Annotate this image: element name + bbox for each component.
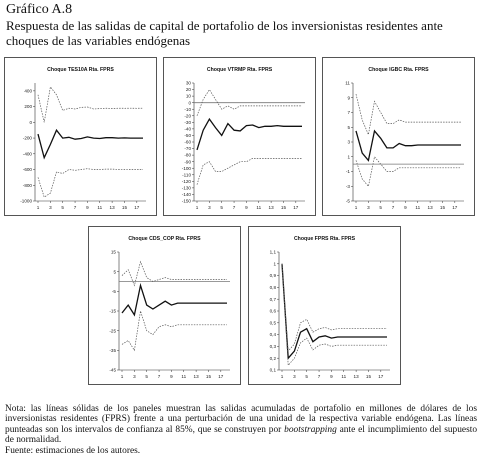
x-tick-label: 3 <box>367 205 370 210</box>
x-tick-label: 13 <box>109 205 115 210</box>
x-tick-label: 7 <box>157 374 161 379</box>
panel-fprs <box>248 226 401 385</box>
y-tick-label: -5 <box>111 288 116 294</box>
y-tick-label: 0 <box>29 119 32 125</box>
x-tick-label: 3 <box>293 374 296 379</box>
note-italic: bootstrapping <box>284 424 337 435</box>
x-tick-label: 15 <box>121 205 128 210</box>
x-tick-label: 7 <box>232 205 236 210</box>
y-tick-label: -20 <box>184 113 191 119</box>
x-tick-label: 15 <box>439 205 446 210</box>
y-tick-label: 0,6 <box>269 308 276 314</box>
y-tick-label: -140 <box>181 192 191 198</box>
x-tick-label: 1 <box>195 205 199 210</box>
chart-note <box>5 404 477 456</box>
chart-svg <box>249 227 400 384</box>
series-line-lower <box>38 169 143 197</box>
y-tick-label: 30 <box>185 80 191 86</box>
chart-svg <box>89 227 240 384</box>
x-tick-label: 7 <box>317 374 321 379</box>
y-tick-label: 3 <box>347 139 350 145</box>
x-tick-label: 5 <box>220 205 223 210</box>
chart-svg <box>323 58 474 215</box>
y-tick-label: -15 <box>109 308 116 314</box>
x-tick-label: 9 <box>86 205 89 210</box>
x-tick-label: 1 <box>120 374 124 379</box>
x-tick-label: 13 <box>427 205 433 210</box>
y-tick-label: 0 <box>188 100 191 106</box>
y-tick-label: 11 <box>345 80 350 86</box>
chart-title: Choque CDS_COP Rta. FPRS <box>128 236 201 242</box>
x-tick-label: 15 <box>205 374 212 379</box>
x-tick-label: 7 <box>73 205 77 210</box>
x-tick-label: 13 <box>268 205 274 210</box>
y-tick-label: 20 <box>185 87 191 93</box>
y-tick-label: -110 <box>182 172 191 178</box>
series-line-irf <box>356 131 461 161</box>
panel-vtrmp <box>163 57 316 216</box>
x-tick-label: 3 <box>133 374 136 379</box>
x-tick-label: 11 <box>256 205 262 210</box>
x-tick-label: 11 <box>415 205 421 210</box>
figure-label: Gráfico A.8 <box>6 2 73 17</box>
figure-header <box>6 2 476 48</box>
x-tick-label: 3 <box>49 205 52 210</box>
x-tick-label: 5 <box>305 374 308 379</box>
note-source: Fuente: estimaciones de los autores. <box>5 445 141 456</box>
y-tick-label: 0,8 <box>269 285 276 290</box>
y-tick-label: -200 <box>22 135 32 141</box>
series-line-irf <box>282 264 387 358</box>
y-tick-label: 0,3 <box>269 344 276 349</box>
x-tick-label: 17 <box>452 205 458 210</box>
y-tick-label: -130 <box>181 185 191 191</box>
y-tick-label: -3 <box>345 183 350 189</box>
y-tick-label: -25 <box>109 328 116 334</box>
x-tick-label: 17 <box>218 374 224 379</box>
series-line-lower <box>122 311 227 350</box>
series-line-lower <box>282 264 387 366</box>
x-tick-label: 1 <box>280 374 284 379</box>
panel-cds-cop <box>88 226 241 385</box>
y-tick-label: 1,1 <box>269 249 276 255</box>
x-tick-label: 17 <box>293 205 299 210</box>
y-tick-label: -1000 <box>20 198 32 204</box>
y-tick-label: 1 <box>273 261 276 267</box>
y-tick-label: 1 <box>347 154 350 160</box>
y-tick-label: -120 <box>181 178 191 184</box>
panel-tes10a <box>4 57 157 216</box>
y-tick-label: 7 <box>347 110 350 116</box>
y-tick-label: 10 <box>185 93 191 99</box>
series-line-irf <box>197 119 302 150</box>
note-text: Nota: las líneas sólidas de los paneles muestran las salidas acumuladas de portafolio en millones de dólares de los inversionistas residentes (FPRS) frente a una perturbación de una unidad de la respectiva variable endógena. Las líneas punteadas son los intervalos de confianza al 85%, que se construyen por <box>5 404 477 435</box>
y-tick-label: -45 <box>109 367 116 373</box>
series-line-upper <box>356 94 461 135</box>
series-line-lower <box>197 158 302 184</box>
y-tick-label: -1 <box>345 169 350 175</box>
x-tick-label: 13 <box>193 374 199 379</box>
chart-title: Choque VTRMP Rta. FPRS <box>206 67 273 73</box>
chart-svg <box>5 58 156 215</box>
x-tick-label: 5 <box>61 205 64 210</box>
y-tick-label: 15 <box>110 249 116 255</box>
x-tick-label: 1 <box>354 205 358 210</box>
x-tick-label: 9 <box>170 374 173 379</box>
y-tick-label: -800 <box>22 182 32 188</box>
chart-title: Choque IGBC Rta. FPRS <box>368 67 429 73</box>
series-line-lower <box>356 157 461 187</box>
x-tick-label: 5 <box>379 205 382 210</box>
y-tick-label: 5 <box>113 269 116 275</box>
y-tick-label: 5 <box>347 124 350 130</box>
y-tick-label: -35 <box>109 347 116 353</box>
y-tick-label: -400 <box>22 151 32 157</box>
panel-igbc <box>322 57 475 216</box>
y-tick-label: 0,7 <box>269 296 276 302</box>
y-tick-label: -10 <box>184 106 191 112</box>
y-tick-label: -600 <box>22 167 32 173</box>
x-tick-label: 17 <box>134 205 140 210</box>
x-tick-label: 3 <box>208 205 211 210</box>
y-tick-label: -40 <box>184 126 191 132</box>
x-tick-label: 15 <box>280 205 287 210</box>
x-tick-label: 9 <box>330 374 333 379</box>
y-tick-label: -150 <box>181 198 191 204</box>
y-tick-label: 0,5 <box>269 320 276 326</box>
x-tick-label: 15 <box>365 374 372 379</box>
series-line-irf <box>38 130 143 158</box>
y-tick-label: 9 <box>347 95 350 101</box>
x-tick-label: 9 <box>404 205 407 210</box>
series-line-upper <box>38 87 143 122</box>
y-tick-label: -90 <box>184 159 191 165</box>
x-tick-label: 9 <box>245 205 248 210</box>
x-tick-label: 13 <box>353 374 359 379</box>
y-tick-label: -30 <box>184 119 191 125</box>
note-text-end: ante el incumplimiento del supuesto de normalidad. <box>5 424 478 446</box>
x-tick-label: 5 <box>145 374 148 379</box>
y-tick-label: 0,4 <box>269 332 276 338</box>
y-tick-label: 0,1 <box>269 367 276 373</box>
x-tick-label: 1 <box>36 205 40 210</box>
x-tick-label: 7 <box>391 205 395 210</box>
chart-title: Choque FPRS Rta. FPRS <box>293 236 356 242</box>
y-tick-label: -5 <box>345 198 350 204</box>
y-tick-label: -100 <box>181 165 191 171</box>
figure-title: Respuesta de las salidas de capital de portafolio de los inversionistas residentes ante choques de las variables endógenas <box>6 18 443 48</box>
y-tick-label: 0,9 <box>269 273 276 279</box>
y-tick-label: 400 <box>24 88 32 94</box>
x-tick-label: 17 <box>378 374 384 379</box>
y-tick-label: -60 <box>184 139 191 145</box>
series-line-irf <box>122 285 227 315</box>
y-tick-label: 0,2 <box>269 355 276 361</box>
x-tick-label: 11 <box>341 374 347 379</box>
chart-title: Choque TES10A Rta. FPRS <box>47 67 114 73</box>
x-tick-label: 11 <box>181 374 187 379</box>
y-tick-label: 200 <box>24 104 32 110</box>
y-tick-label: -70 <box>184 146 191 152</box>
x-tick-label: 11 <box>97 205 103 210</box>
chart-svg <box>164 58 315 215</box>
y-tick-label: -50 <box>184 133 191 139</box>
y-tick-label: -80 <box>184 152 191 158</box>
